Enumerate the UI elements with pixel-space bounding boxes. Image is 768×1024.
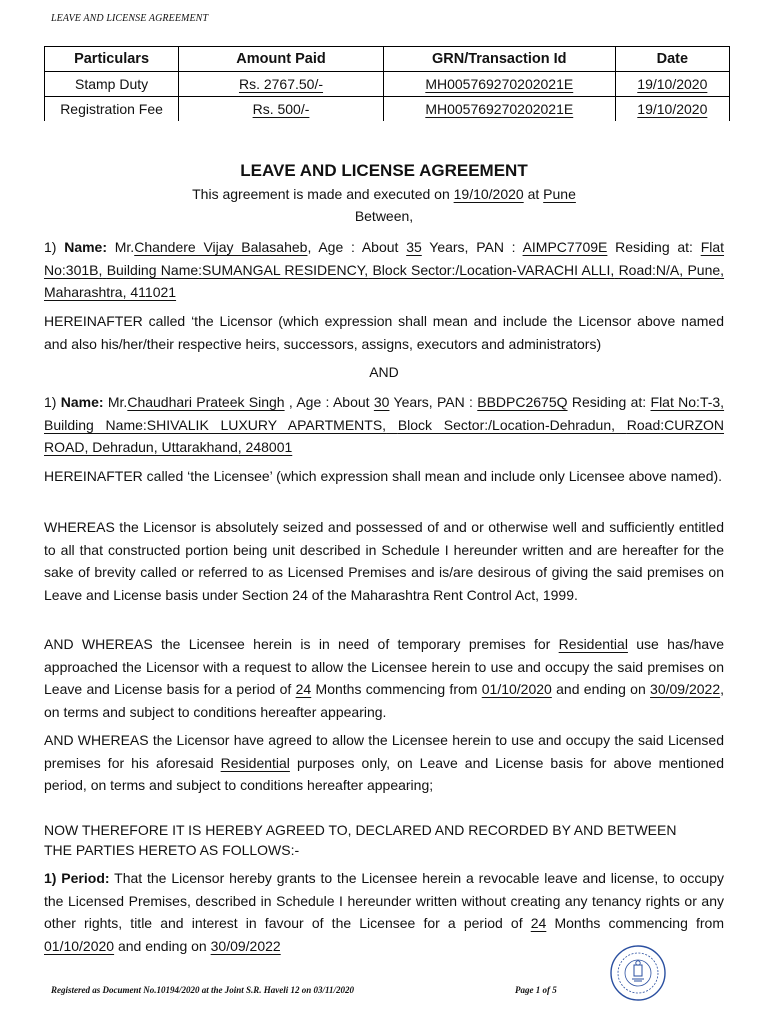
amount-value: Rs. 2767.50/- bbox=[238, 76, 324, 92]
licensee-details bbox=[44, 391, 724, 459]
licensee-age: 30 bbox=[373, 394, 390, 410]
table-cell bbox=[179, 72, 384, 97]
purpose-value: Residential bbox=[220, 754, 290, 771]
table-cell: Stamp Duty bbox=[45, 72, 179, 97]
salutation: Mr. bbox=[107, 394, 128, 410]
fees-table bbox=[44, 46, 730, 121]
licensee-hereinafter: HEREINAFTER called ‘the Licensee’ (which expression shall mean and include only Licensee above named). bbox=[44, 468, 723, 484]
registration-footer: Registered as Document No.10194/2020 at the Joint S.R. Haveli 12 on 03/11/2020 bbox=[51, 985, 355, 995]
grn-value: MH005769270202021E bbox=[425, 101, 574, 117]
date-value: 19/10/2020 bbox=[637, 101, 708, 117]
agreement-place: Pune bbox=[543, 186, 576, 202]
licensee-pan: BBDPC2675Q bbox=[477, 394, 568, 410]
table-cell: Registration Fee bbox=[45, 97, 179, 122]
intro-at: at bbox=[527, 186, 540, 202]
table-cell bbox=[383, 97, 615, 122]
period-months: 24 bbox=[530, 915, 547, 931]
clause-period: 1) Period: That the Licensor hereby grants to the Licensee herein a revocable leave and license, to occupy the Licensed Premises, described in Schedule I hereunder written without creating any tenancy rights or any other rights, title and interest in favour of the Licensee for a period of 24 Months commencing from 01/10/2020 and ending on 30/09/2022 bbox=[44, 870, 725, 954]
whereas-clause-1: WHEREAS the Licensor is absolutely seized and possessed of and or otherwise well and sufficiently entitled to all that constructed portion being unit described in Schedule I hereunder written and are hereafter for the sake of brevity called or referred to as Licensed Premises and is/are desirous of giving the said premises on Leave and License basis under Section 24 of the Maharashtra Rent Control Act, 1999. bbox=[44, 519, 724, 603]
name-label: Name: bbox=[64, 239, 107, 255]
end-date: 30/09/2022 bbox=[650, 681, 721, 697]
table-row bbox=[45, 97, 730, 122]
licensee-name: Chaudhari Prateek Singh bbox=[127, 394, 285, 410]
end-date: 30/09/2022 bbox=[210, 937, 281, 954]
column-header: Particulars bbox=[45, 47, 179, 72]
period-months: 24 bbox=[295, 681, 312, 697]
document-title: LEAVE AND LICENSE AGREEMENT bbox=[240, 161, 528, 180]
table-header-row bbox=[45, 47, 730, 72]
start-date: 01/10/2020 bbox=[44, 937, 115, 954]
table-row bbox=[45, 72, 730, 97]
age-suffix: Years, PAN : bbox=[429, 239, 516, 255]
table-cell bbox=[383, 72, 615, 97]
table-cell bbox=[179, 97, 384, 122]
page-number: Page 1 of 5 bbox=[515, 985, 557, 995]
licensor-age: 35 bbox=[406, 239, 422, 255]
age-suffix: Years, PAN : bbox=[393, 394, 473, 410]
agreement-date: 19/10/2020 bbox=[453, 186, 524, 202]
and-separator: AND bbox=[369, 364, 399, 380]
whereas-clause-3: AND WHEREAS the Licensor have agreed to allow the Licensee herein to use and occupy the said Licensed premises for his aforesaid Residential purposes only, on Leave and License basis for above mentioned period, on terms and subject to conditions hereafter appearing; bbox=[44, 732, 724, 793]
date-value: 19/10/2020 bbox=[637, 76, 708, 92]
party-number: 1) bbox=[44, 239, 57, 255]
residing-label: Residing at: bbox=[615, 239, 693, 255]
age-prefix: , Age : About bbox=[288, 394, 370, 410]
column-header: GRN/Transaction Id bbox=[383, 47, 615, 72]
residing-label: Residing at: bbox=[571, 394, 647, 410]
name-label: Name: bbox=[60, 394, 104, 410]
intro-line bbox=[0, 186, 768, 202]
intro-prefix: This agreement is made and executed on bbox=[192, 186, 450, 202]
whereas-clause-2: AND WHEREAS the Licensee herein is in need of temporary premises for Residential use has/have approached the Licensor with a request to allow the Licensee herein to use and occupy the said premises on Leave and License basis for a period of 24 Months commencing from 01/10/2020 and ending on 30/09/2022, on terms and subject to conditions hereafter appearing. bbox=[44, 636, 725, 720]
licensor-address: Flat No:301B, Building Name:SUMANGAL RESIDENCY, Block Sector:/Location-VARACHI ALLI, Road:N/A, Pune, Maharashtra, 411021 bbox=[44, 239, 725, 300]
salutation: Mr. bbox=[114, 239, 135, 255]
licensor-name: Chandere Vijay Balasaheb bbox=[134, 239, 308, 255]
between-line: Between, bbox=[354, 208, 414, 224]
now-therefore: NOW THEREFORE IT IS HEREBY AGREED TO, DECLARED AND RECORDED BY AND BETWEEN THE PARTIES HERETO AS FOLLOWS:- bbox=[44, 822, 677, 858]
licensor-hereinafter: HEREINAFTER called ‘the Licensor (which expression shall mean and include the Licensor above named and also his/her/their respective heirs, successors, assigns, executors and administrators) bbox=[44, 313, 724, 352]
table-cell bbox=[615, 72, 729, 97]
column-header: Amount Paid bbox=[179, 47, 384, 72]
licensor-details bbox=[44, 236, 724, 304]
start-date: 01/10/2020 bbox=[481, 681, 552, 697]
amount-value: Rs. 500/- bbox=[252, 101, 310, 117]
clause-label: 1) Period: bbox=[44, 870, 110, 886]
purpose-value: Residential bbox=[558, 636, 628, 652]
registrar-seal-icon bbox=[590, 943, 686, 1003]
licensor-pan: AIMPC7709E bbox=[522, 239, 608, 255]
licensee-address: Flat No:T-3, Building Name:SHIVALIK LUXURY APARTMENTS, Block Sector:/Location-Dehradun, Road:CURZON ROAD, Dehradun, Uttarakhand, 248001 bbox=[44, 394, 725, 455]
grn-value: MH005769270202021E bbox=[425, 76, 574, 92]
party-number: 1) bbox=[44, 394, 57, 410]
age-prefix: , Age : About bbox=[307, 239, 399, 255]
table-cell bbox=[615, 97, 729, 122]
column-header: Date bbox=[615, 47, 729, 72]
running-header: LEAVE AND LICENSE AGREEMENT bbox=[51, 13, 209, 24]
